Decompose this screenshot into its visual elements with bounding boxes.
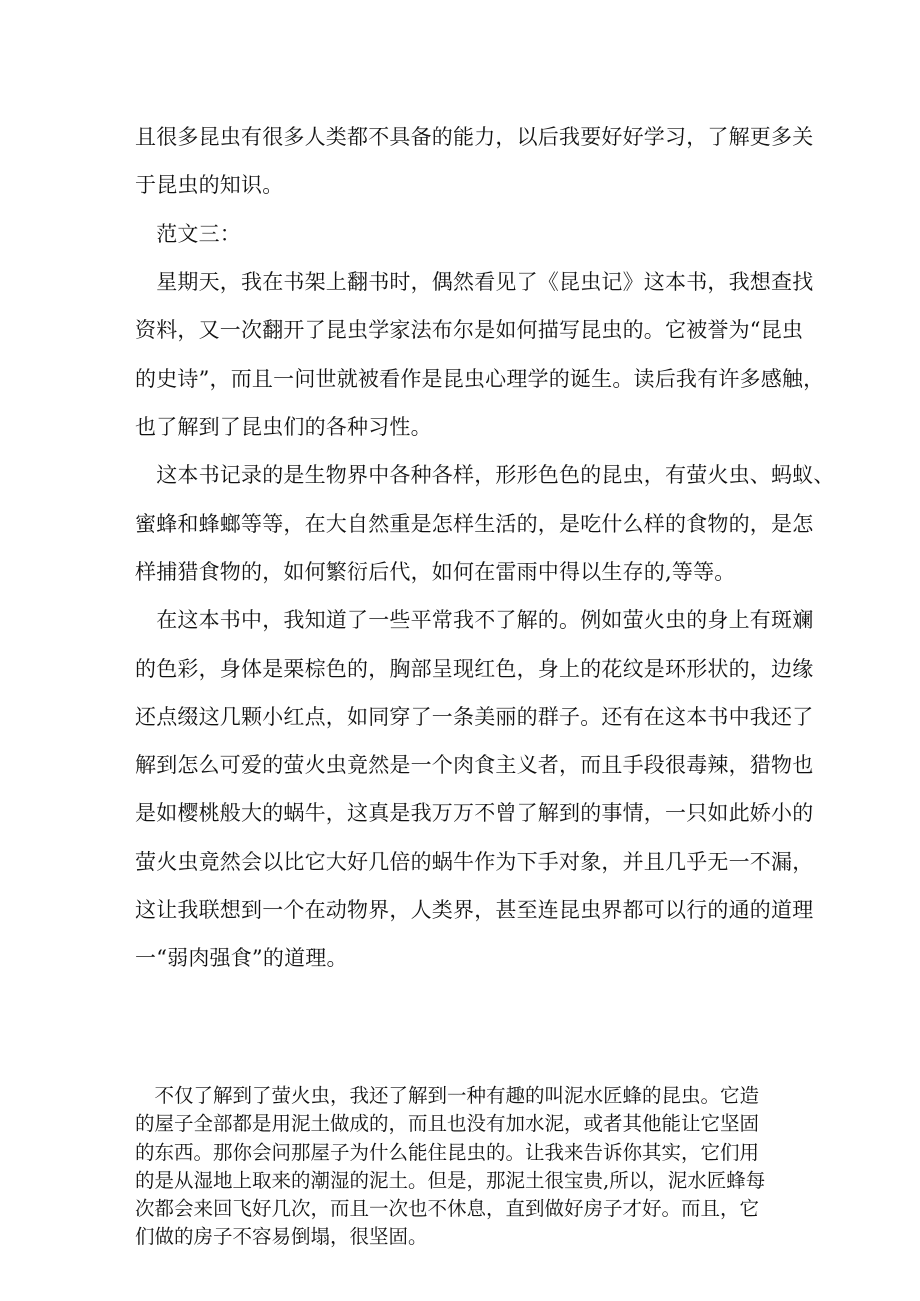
text-line: 样捕猎食物的，如何繁衍后代，如何在雷雨中得以生存的,等等。 — [135, 560, 736, 584]
text-line: 资料，又一次翻开了昆虫学家法布尔是如何描写昆虫的。它被誉为“昆虫 — [135, 318, 804, 342]
text-line: 是如樱桃般大的蜗牛，这真是我万万不曾了解到的事情，一只如此娇小的 — [135, 801, 814, 825]
text-line: 在这本书中，我知道了一些平常我不了解的。例如萤火虫的身上有斑斓 — [135, 608, 814, 632]
text-line: 于昆虫的知识。 — [135, 173, 284, 197]
text-line: 这本书记录的是生物界中各种各样，形形色色的昆虫，有萤火虫、蚂蚁、 — [135, 463, 835, 487]
text-line: 也了解到了昆虫们的各种习性。 — [135, 415, 432, 439]
text-line: 不仅了解到了萤火虫，我还了解到一种有趣的叫泥水匠蜂的昆虫。它造 — [135, 1084, 760, 1107]
text-line: 次都会来回飞好几次，而且一次也不休息，直到做好房子才好。而且，它 — [135, 1197, 760, 1221]
section-heading: 范文三： — [135, 222, 241, 246]
text-line: 星期天，我在书架上翻书时，偶然看见了《昆虫记》这本书，我想查找 — [135, 270, 814, 294]
text-line: 的史诗”，而且一问世就被看作是昆虫心理学的诞生。读后我有许多感触， — [135, 367, 825, 391]
text-line: 的东西。那你会问那屋子为什么能住昆虫的。让我来告诉你其实，它们用 — [135, 1140, 760, 1164]
text-line: 的屋子全部都是用泥土做成的，而且也没有加水泥，或者其他能让它坚固 — [135, 1112, 760, 1136]
text-line: 解到怎么可爱的萤火虫竟然是一个肉食主义者，而且手段很毒辣，猎物也 — [135, 753, 814, 777]
text-line: 萤火虫竟然会以比它大好几倍的蜗牛作为下手对象，并且几乎无一不漏， — [135, 850, 814, 874]
text-line: 一“弱肉强食”的道理。 — [135, 946, 348, 970]
essay-paragraph-dense — [135, 1082, 795, 1252]
text-line: 的色彩，身体是栗棕色的，胸部呈现红色，身上的花纹是环形状的，边缘 — [135, 657, 814, 681]
text-line: 还点缀这几颗小红点，如同穿了一条美丽的群子。还有在这本书中我还了 — [135, 705, 814, 729]
text-line: 这让我联想到一个在动物界，人类界，甚至连昆虫界都可以行的通的道理 — [135, 898, 814, 922]
text-line: 且很多昆虫有很多人类都不具备的能力，以后我要好好学习，了解更多关 — [135, 125, 814, 149]
text-line: 的是从湿地上取来的潮湿的泥土。但是，那泥土很宝贵,所以，泥水匠蜂每 — [135, 1168, 766, 1192]
text-line: 蜜蜂和蜂螂等等，在大自然重是怎样生活的，是吃什么样的食物的，是怎 — [135, 512, 814, 536]
text-line: 们做的房子不容易倒塌，很坚固。 — [135, 1225, 428, 1249]
